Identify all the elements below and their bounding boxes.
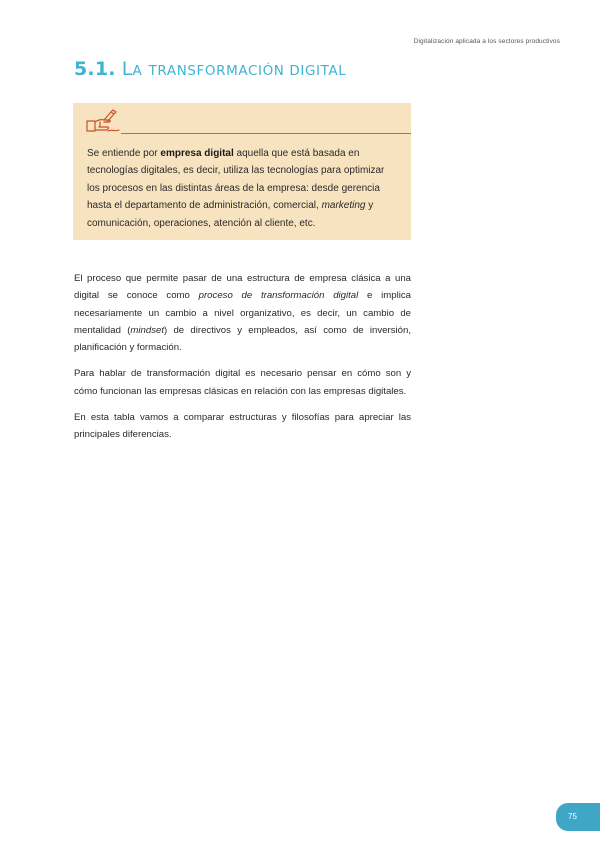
section-number: 5.1. xyxy=(74,58,116,80)
italic-mindset: mindset xyxy=(130,324,164,336)
paragraph-3: En esta tabla vamos a comparar estructuras y filosofías para apreciar las principales diferencias. xyxy=(74,412,411,441)
definition-term: empresa digital xyxy=(160,148,234,159)
paragraph-1: El proceso que permite pasar de una estructura de empresa clásica a una digital se conoce como proceso de transformación digital e implica necesariamente un cambio a nivel organizativo, es decir, un cambio de mentalidad (mindset) de directivos y empleados, así como de inversión, planificación y formación. xyxy=(74,273,411,354)
section-title-first-rest: A xyxy=(132,63,143,79)
definition-italic-word: marketing xyxy=(321,200,366,212)
section-title-initial: L xyxy=(121,58,133,80)
definition-box xyxy=(73,103,411,240)
definition-divider xyxy=(121,133,411,134)
running-header: Digitalización aplicada a los sectores productivos xyxy=(413,38,560,45)
section-title xyxy=(74,58,346,80)
paragraph-2: Para hablar de transformación digital es necesario pensar en cómo son y cómo funcionan las empresas clásicas en relación con las empresas digitales. xyxy=(74,368,411,397)
definition-text: Se entiende por empresa digital aquella que está basada en tecnologías digitales, es decir, utiliza las tecnologías para optimizar los procesos en las distintas áreas de la empresa: desde gerencia hasta el departamento de administración, comercial, marketing y comunicación, operaciones, atención al cliente, etc. xyxy=(87,148,385,229)
page-number: 75 xyxy=(568,812,577,821)
page-number-tab xyxy=(556,803,600,831)
body-text xyxy=(74,270,411,453)
section-title-rest: TRANSFORMACIÓN DIGITAL xyxy=(148,63,347,79)
italic-term: proceso de transformación digital xyxy=(198,290,359,302)
writing-hand-icon xyxy=(86,109,120,135)
